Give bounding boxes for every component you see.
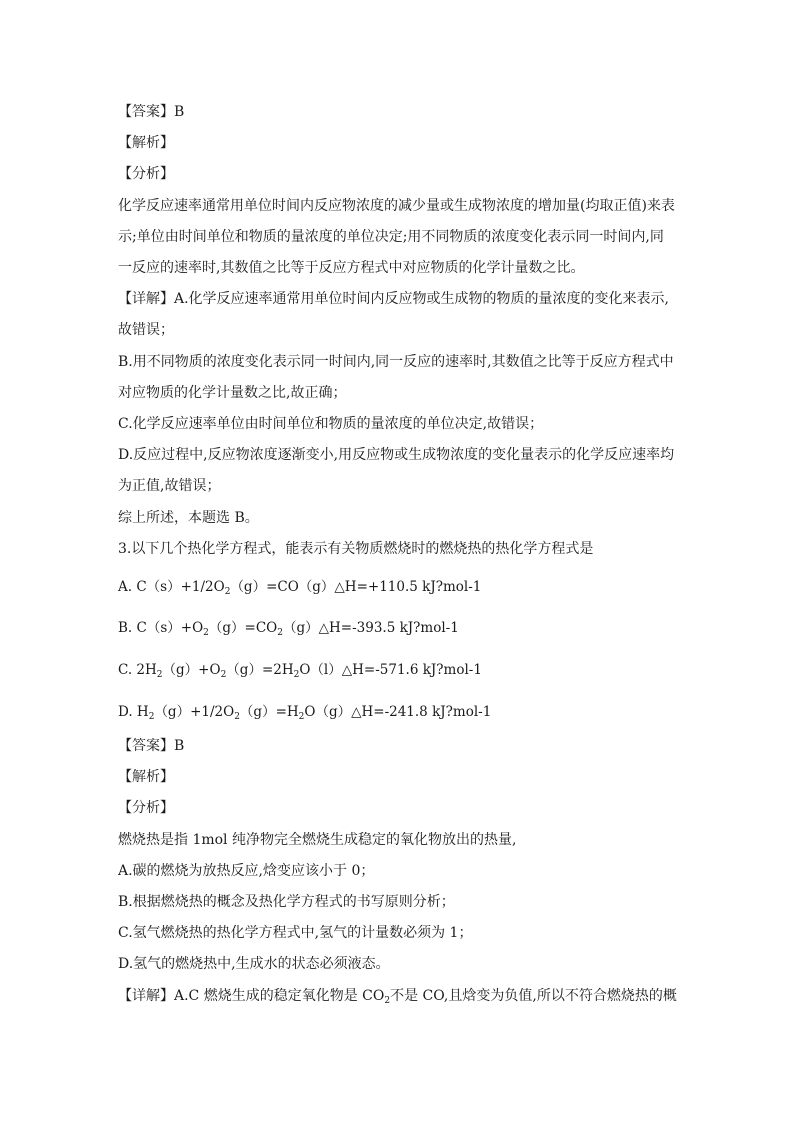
option-a-text: （g）=CO（g）△H=+110.5 kJ?mol-1 [230, 579, 482, 595]
fenxi-heading: 【分析】 [118, 800, 174, 816]
xiangjie-line [118, 986, 677, 1006]
xiangjie-line: B.用不同物质的浓度变化表示同一时间内,同一反应的速率时,其数值之比等于反应方程式中 [118, 354, 674, 370]
xiangjie-line: C.化学反应速率单位由时间单位和物质的量浓度的单位决定,故错误； [118, 416, 544, 432]
fenxi-line: B.根据燃烧热的概念及热化学方程式的书写原则分析； [118, 894, 455, 910]
xiangjie-text: 不是 CO,且焓变为负值,所以不符合燃烧热的概 [390, 988, 677, 1004]
option-c [118, 660, 482, 680]
xiangjie-text: A.化学反应速率通常用单位时间内反应物或生成物的物质的量浓度的变化来表示, [174, 291, 670, 307]
subscript: 2 [293, 670, 300, 680]
subscript: 2 [156, 670, 163, 680]
xiangjie-text: A.C 燃烧生成的稳定氧化物是 CO [174, 988, 385, 1004]
answer-label: 【答案】 [118, 738, 174, 754]
subscript: 2 [277, 628, 283, 638]
option-c-text: C. 2H [118, 662, 157, 678]
option-b [118, 618, 459, 638]
xiangjie-label: 【详解】 [118, 988, 174, 1004]
option-b-text: （g）△H=-393.5 kJ?mol-1 [282, 620, 459, 636]
answer-value: B [174, 104, 185, 120]
answer-line [118, 736, 184, 756]
answer-line [118, 102, 184, 122]
conclusion-line: 综上所述，本题选 B。 [118, 510, 259, 526]
xiangjie-line [118, 289, 669, 309]
subscript: 2 [203, 628, 209, 638]
xiangjie-line: 为正值,故错误； [118, 478, 221, 494]
subscript: 2 [220, 670, 227, 680]
option-c-text: （g）=2H [226, 662, 294, 678]
xiangjie-line: 对应物质的化学计量数之比,故正确； [118, 385, 347, 401]
subscript: 2 [224, 587, 231, 597]
jiexi-heading: 【解析】 [118, 135, 174, 151]
answer-label: 【答案】 [118, 104, 174, 120]
subscript: 2 [148, 712, 155, 722]
xiangjie-line: D.反应过程中,反应物浓度逐渐变小,用反应物或生成物浓度的变化量表示的化学反应速率均 [118, 447, 675, 463]
fenxi-line: D.氢气的燃烧热中,生成水的状态必须液态。 [118, 956, 390, 972]
option-b-text: （g）=CO [208, 620, 278, 636]
fenxi-line: 示;单位由时间单位和物质的量浓度的单位决定;用不同物质的浓度变化表示同一时间内,同 [118, 229, 664, 245]
option-b-text: B. C（s）+O [118, 620, 204, 636]
option-a-text: A. C（s）+1/2O [118, 579, 225, 595]
subscript: 2 [298, 712, 305, 722]
question-text: 3.以下几个热化学方程式，能表示有关物质燃烧时的燃烧热的热化学方程式是 [118, 541, 594, 557]
fenxi-line: C.氢气燃烧热的热化学方程式中,氢气的计量数必须为 1； [118, 925, 473, 941]
option-c-text: O（l）△H=-571.6 kJ?mol-1 [299, 662, 482, 678]
option-d-text: （g）=H [239, 704, 299, 720]
option-d-text: （g）+1/2O [154, 704, 235, 720]
xiangjie-label: 【详解】 [118, 291, 174, 307]
option-c-text: （g）+O [162, 662, 221, 678]
subscript: 2 [234, 712, 240, 722]
option-d [118, 702, 491, 722]
fenxi-line: 燃烧热是指 1mol 纯净物完全燃烧生成稳定的氧化物放出的热量, [118, 832, 517, 848]
option-a [118, 577, 481, 597]
option-d-text: D. H [118, 704, 149, 720]
jiexi-heading: 【解析】 [118, 769, 174, 785]
option-d-text: O（g）△H=-241.8 kJ?mol-1 [304, 704, 492, 720]
fenxi-line: A.碳的燃烧为放热反应,焓变应该小于 0； [118, 863, 375, 879]
xiangjie-line: 故错误； [118, 322, 174, 338]
fenxi-heading: 【分析】 [118, 166, 174, 182]
answer-value: B [174, 738, 185, 754]
fenxi-line: 一反应的速率时,其数值之比等于反应方程式中对应物质的化学计量数之比。 [118, 260, 585, 276]
fenxi-line: 化学反应速率通常用单位时间内反应物浓度的减少量或生成物浓度的增加量(均取正值)来表 [118, 198, 675, 214]
subscript: 2 [384, 996, 391, 1006]
